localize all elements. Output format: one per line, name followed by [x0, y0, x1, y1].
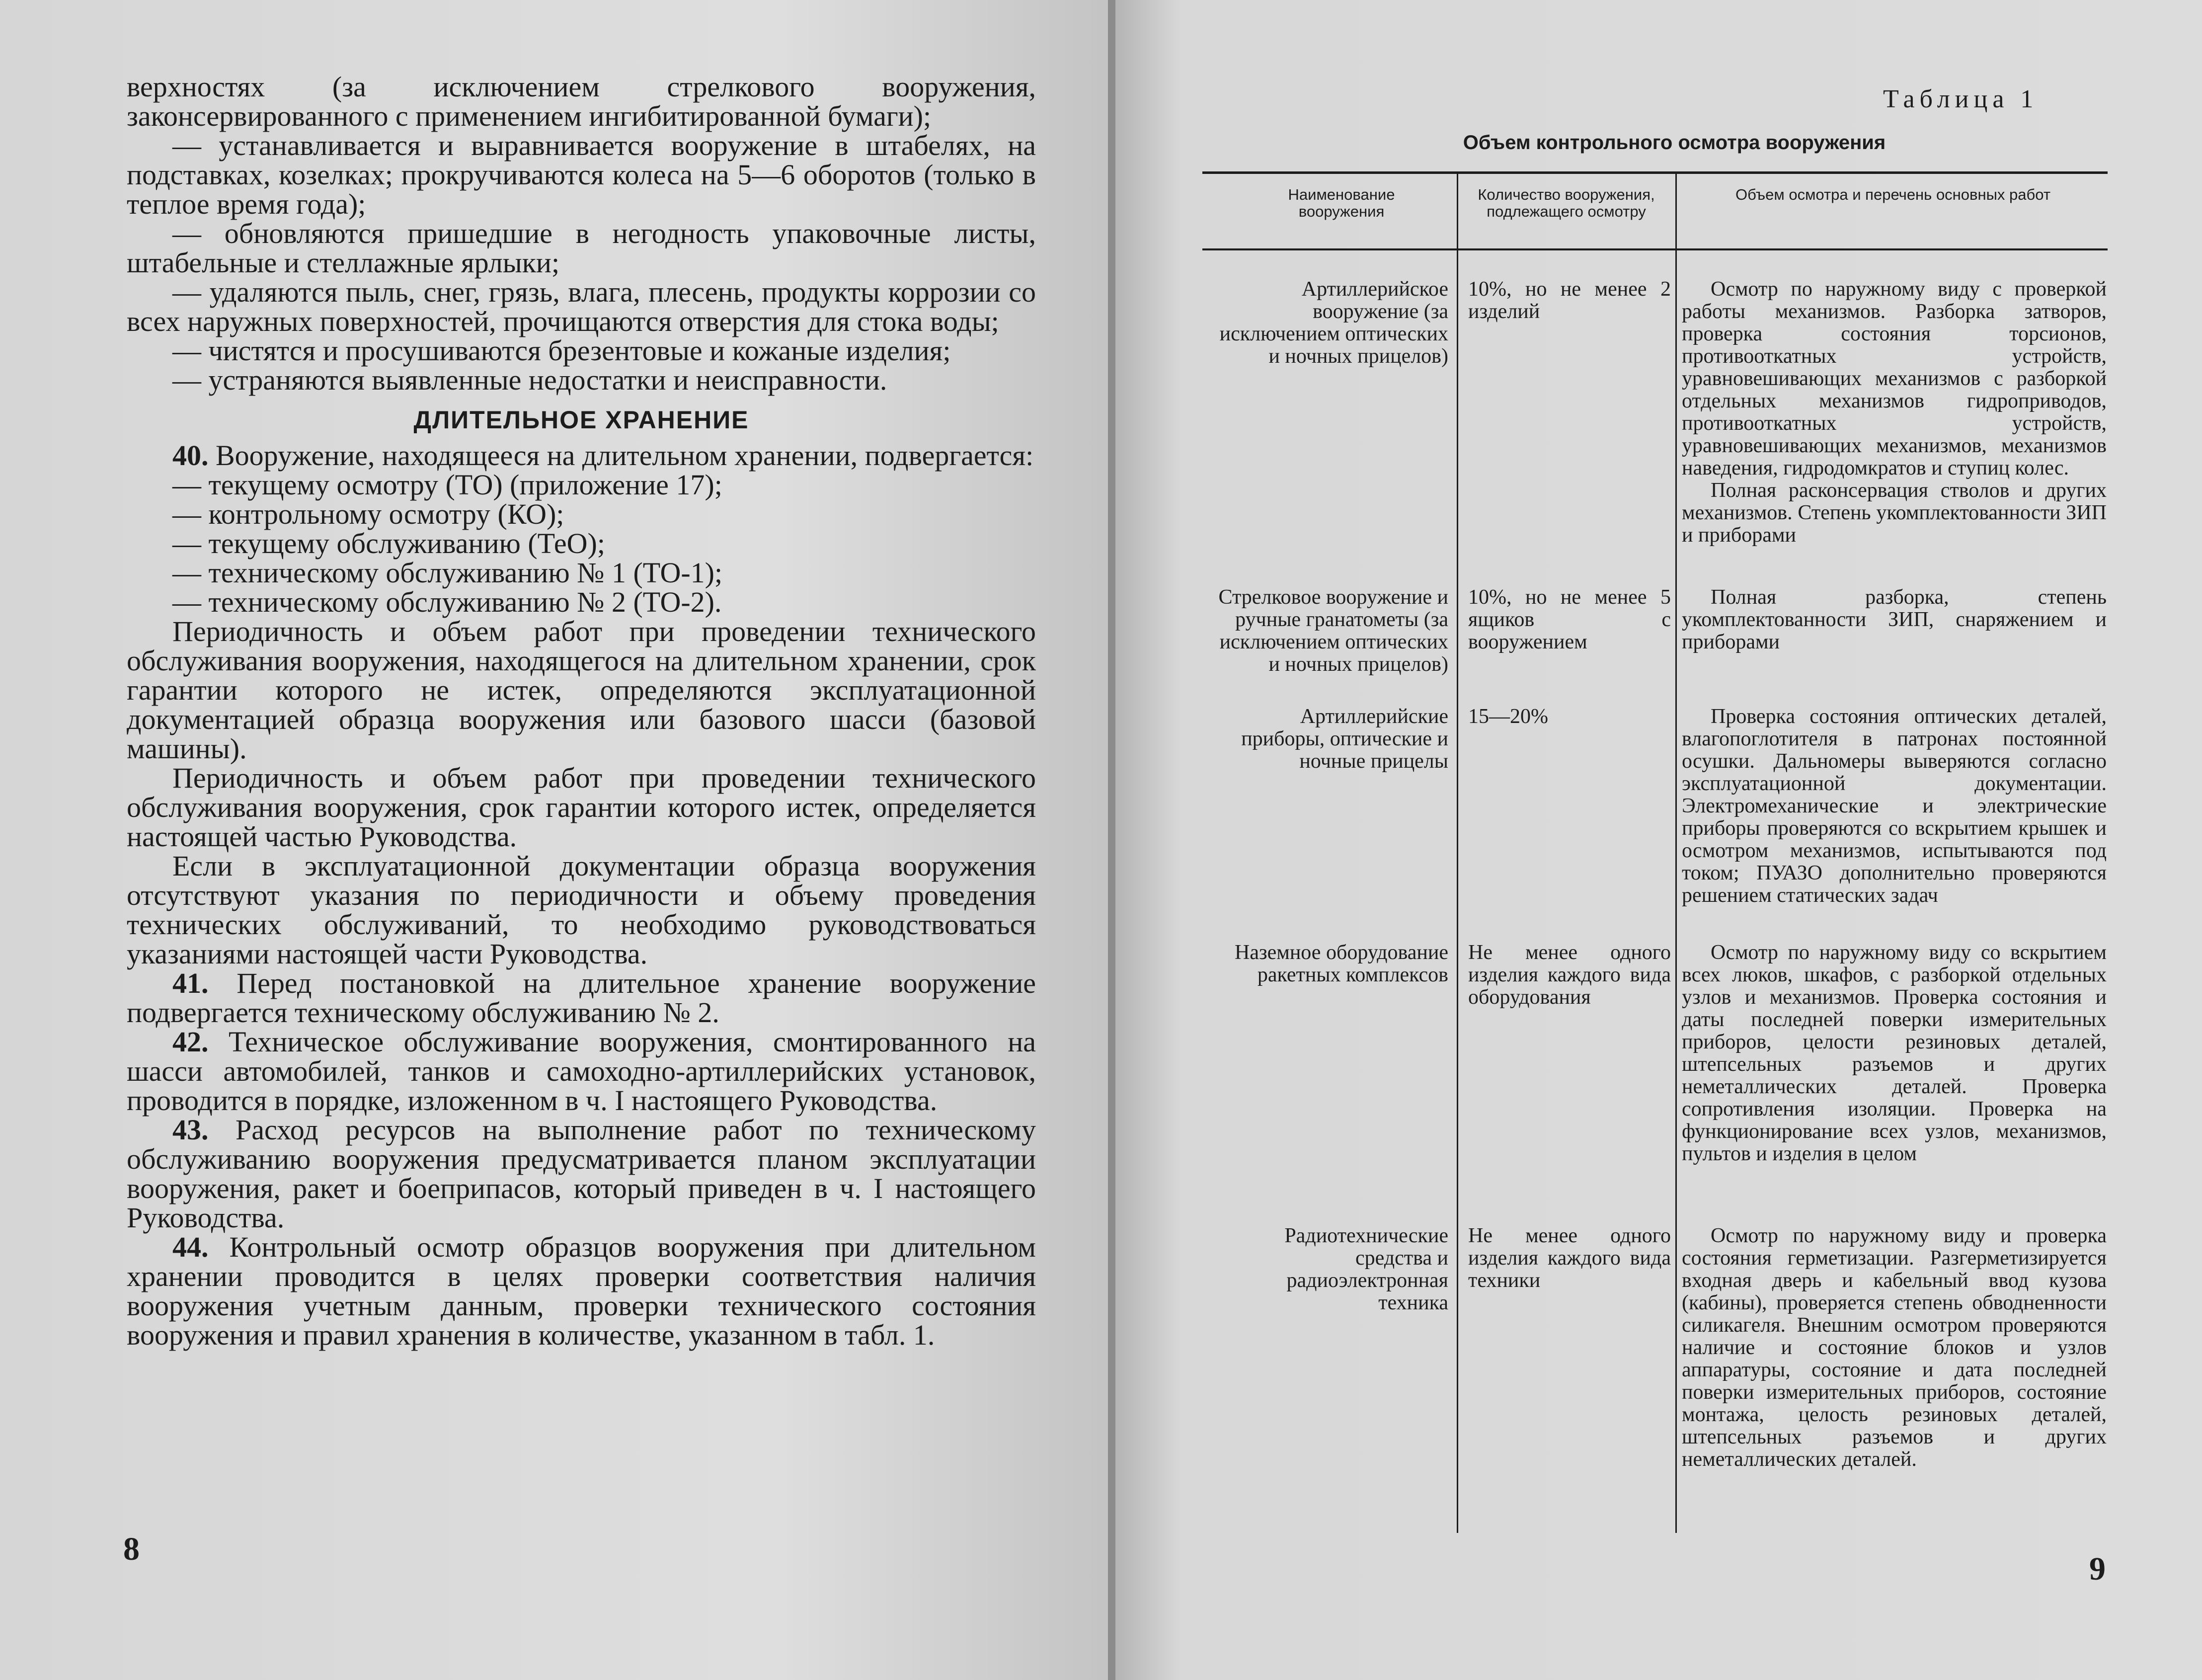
paragraph: Периодичность и объем работ при проведении технического обслуживания вооружения, находящегося на длительном хранении, срок гарантии которого не истек, определяются эксплуатационной документацией образца вооружения или базового шасси (базовой машины).	[127, 615, 1036, 765]
list-item: — техническому обслуживанию № 1 (ТО-1);	[172, 557, 723, 589]
scope-paragraph: Осмотр по наружному виду с проверкой работы механизмов. Разборка затворов, проверка состояния торсионов, противооткатных устройств, уравновешивающих механизмов с разборкой отдельных механизмов гидроприводов, противооткатных устройств, уравновешивающих механизмов, механизмов наведения, гидродомкратов и ступиц колес.	[1682, 278, 2107, 480]
paragraph-number: 42.	[172, 1026, 209, 1058]
table-top-rule	[1202, 171, 2108, 174]
paragraph: Если в эксплуатационной документации образца вооружения отсутствуют указания по периодичности и объему проведения технических обслуживаний, то необходимо руководствоваться указаниями настоящей части Руководства.	[127, 850, 1036, 970]
section-heading: ДЛИТЕЛЬНОЕ ХРАНЕНИЕ	[413, 406, 749, 434]
table-cell-name: Наземное оборудование ракетных комплексов	[1235, 941, 1448, 986]
paragraph-number: 43.	[172, 1114, 209, 1146]
paragraph-text: Расход ресурсов на выполнение работ по техническому обслуживанию вооружения предусматривается планом эксплуатации вооружения, ракет и боеприпасов, который приведен в ч. I настоящего Руководства.	[127, 1114, 1036, 1234]
column-header-quantity: Количество вооружения, подлежащего осмотру	[1478, 186, 1655, 220]
page-number: 8	[123, 1531, 140, 1567]
left-page-text	[127, 72, 1036, 1350]
paragraph-number: 41.	[172, 967, 209, 999]
table-cell-name: Артиллерийские приборы, оптические и ночные прицелы	[1241, 705, 1448, 773]
table-cell-quantity: 10%, но не менее 5 ящиков с вооружением	[1468, 586, 1671, 653]
table-cell-quantity: 10%, но не менее 2 изделий	[1468, 278, 1671, 323]
paragraph: Периодичность и объем работ при проведении технического обслуживания вооружения, срок гарантии которого истек, определяется настоящей частью Руководства.	[127, 762, 1036, 853]
list-item: — текущему осмотру (ТО) (приложение 17);	[172, 469, 722, 501]
table-cell-scope	[1682, 942, 2107, 1165]
table-cell-quantity: Не менее одного изделия каждого вида оборудования	[1468, 941, 1671, 1009]
list-item: — устраняются выявленные недостатки и неисправности.	[172, 364, 887, 396]
paragraph: верхностях (за исключением стрелкового вооружения, законсервированного с применением ингибитированной бумаги);	[127, 71, 1036, 132]
paragraph-text: Вооружение, находящееся на длительном хранении, подвергается:	[208, 439, 1034, 472]
table-cell-name: Артиллерийское вооружение (за исключением оптических и ночных прицелов)	[1219, 278, 1448, 368]
list-item: — чистятся и просушиваются брезентовые и кожаные изделия;	[172, 334, 951, 367]
paragraph-text: Техническое обслуживание вооружения, смонтированного на шасси автомобилей, танков и самоходно-артиллерийских установок, проводится в порядке, изложенном в ч. I настоящего Руководства.	[127, 1026, 1036, 1117]
paragraph-text: Контрольный осмотр образцов вооружения при длительном хранении проводится в целях проверки соответствия наличия вооружения учетным данным, проверки технического состояния вооружения и правил хранения в количестве, указанном в табл. 1.	[127, 1231, 1036, 1351]
table-cell-scope	[1682, 586, 2107, 653]
scope-paragraph: Полная разборка, степень укомплектованности ЗИП, снаряжением и приборами	[1682, 586, 2107, 653]
page-number: 9	[2089, 1551, 2106, 1587]
table-cell-name: Радиотехнические средства и радиоэлектронная техника	[1284, 1224, 1448, 1314]
list-item: — текущему обслуживанию (ТеО);	[172, 527, 605, 560]
paragraph-41	[127, 968, 1036, 1027]
list-item: — контрольному осмотру (КО);	[172, 498, 564, 530]
column-header-scope: Объем осмотра и перечень основных работ	[1735, 186, 2051, 203]
table-cell-quantity: Не менее одного изделия каждого вида техники	[1468, 1224, 1671, 1292]
paragraph-text: Перед постановкой на длительное хранение вооружение подвергается техническому обслуживанию № 2.	[127, 967, 1036, 1029]
list-item: — устанавливается и выравнивается вооружение в штабелях, на подставках, козелках; прокручиваются колеса на 5—6 оборотов (только в теплое время года);	[127, 129, 1036, 220]
scope-paragraph: Полная расконсервация стволов и других механизмов. Степень укомплектованности ЗИП и приборами	[1682, 479, 2107, 547]
table-cell-scope	[1682, 706, 2107, 907]
paragraph-44	[127, 1232, 1036, 1350]
list-item: — техническому обслуживанию № 2 (ТО-2).	[172, 586, 722, 618]
paragraph-40	[127, 441, 1036, 470]
scope-paragraph: Осмотр по наружному виду со вскрытием всех люков, шкафов, с разборкой отдельных узлов и механизмов. Проверка состояния и даты последней поверки измерительных приборов, целости резиновых деталей, штепсельных разъемов и других неметаллических деталей. Проверка сопротивления изоляции. Проверка на функционирование всех узлов, механизмов, пультов и изделия в целом	[1682, 941, 2107, 1165]
table-label: Таблица 1	[1883, 85, 2039, 113]
paragraph-number: 44.	[172, 1231, 209, 1263]
scope-paragraph: Осмотр по наружному виду и проверка состояния герметизации. Разгерметизируется входная дверь и кабельный ввод кузова (кабины), проверяется степень обводненности силикагеля. Внешним осмотром проверяются наличие и состояние блоков и узлов аппаратуры, состояние и дата последней поверки измерительных приборов, состояние монтажа, целость резиновых деталей, штепсельных разъемов и других неметаллических деталей.	[1682, 1224, 2107, 1471]
list-item: — удаляются пыль, снег, грязь, влага, плесень, продукты коррозии со всех наружных поверхностей, прочищаются отверстия для стока воды;	[127, 276, 1036, 337]
column-header-name: Наименование вооружения	[1288, 186, 1395, 220]
table-cell-scope	[1682, 1225, 2107, 1471]
book-gutter	[1108, 0, 1115, 1680]
column-divider	[1675, 171, 1677, 1533]
paragraph-43	[127, 1115, 1036, 1232]
list-item: — обновляются пришедшие в негодность упаковочные листы, штабельные и стеллажные ярлыки;	[127, 217, 1036, 279]
column-divider	[1457, 171, 1458, 1533]
table-header-rule	[1202, 248, 2108, 250]
paragraph-42	[127, 1027, 1036, 1115]
table-cell-scope	[1682, 278, 2107, 547]
table-cell-quantity: 15—20%	[1468, 705, 1548, 728]
scope-paragraph: Проверка состояния оптических деталей, влагопоглотителя в патронах постоянной осушки. Дальномеры выверяются согласно эксплуатационной документации. Электромеханические и электрические приборы проверяются со вскрытием крышек и осмотром механизмов, испытываются под током; ПУАЗО дополнительно проверяются решением статических задач	[1682, 705, 2107, 907]
table-title: Объем контрольного осмотра вооружения	[1463, 132, 1886, 154]
paragraph-number: 40.	[172, 439, 209, 472]
table-cell-name: Стрелковое вооружение и ручные гранатометы (за исключением оптических и ночных прицелов)	[1218, 586, 1448, 676]
